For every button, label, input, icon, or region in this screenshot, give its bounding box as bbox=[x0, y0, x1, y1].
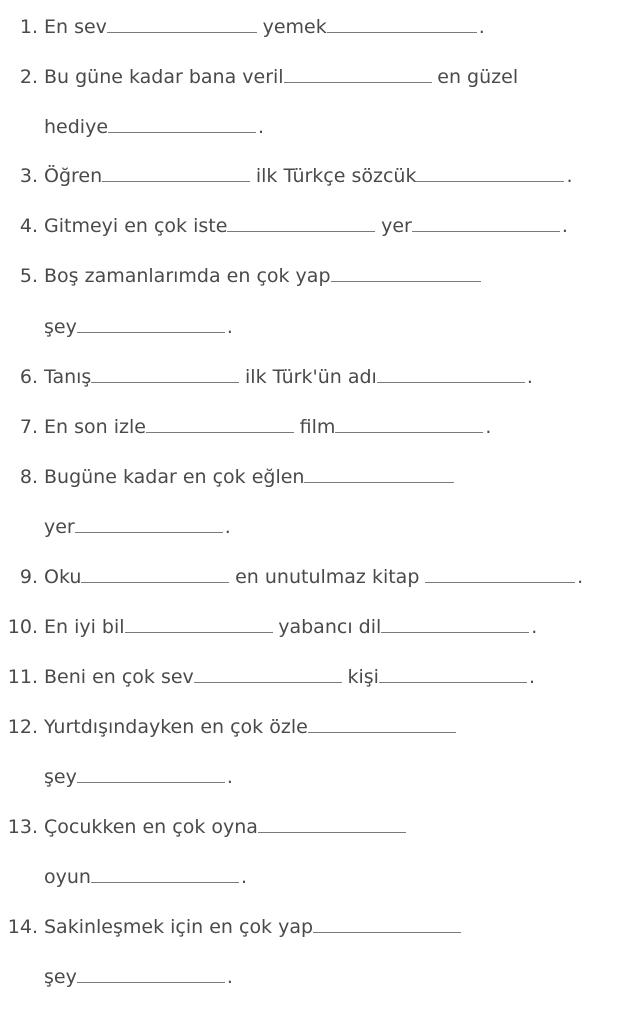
sentence-period: . bbox=[258, 116, 265, 138]
item-1-line-1 bbox=[0, 18, 485, 37]
item-3-line-1 bbox=[0, 167, 573, 186]
answer-blank[interactable] bbox=[313, 932, 461, 933]
item-number: 14. bbox=[7, 916, 38, 938]
sentence-period: . bbox=[226, 316, 233, 338]
prompt-text: Oku bbox=[44, 566, 82, 588]
prompt-text: yer bbox=[44, 516, 75, 538]
answer-blank[interactable] bbox=[91, 882, 239, 883]
prompt-text: oyun bbox=[44, 866, 91, 888]
item-number: 8. bbox=[19, 466, 38, 488]
answer-blank[interactable] bbox=[335, 432, 483, 433]
item-8-line-1 bbox=[0, 468, 454, 487]
item-number: 11. bbox=[7, 666, 38, 688]
prompt-text: yer bbox=[381, 215, 412, 237]
sentence-period: . bbox=[224, 516, 231, 538]
sentence-period: . bbox=[226, 766, 233, 788]
sentence-period: . bbox=[531, 616, 538, 638]
answer-blank[interactable] bbox=[377, 382, 525, 383]
answer-blank[interactable] bbox=[107, 32, 257, 33]
prompt-text: Çocukken en çok oyna bbox=[44, 816, 258, 838]
item-11-line-1 bbox=[0, 668, 535, 687]
answer-blank[interactable] bbox=[284, 82, 432, 83]
answer-blank[interactable] bbox=[381, 632, 529, 633]
prompt-text: En son izle bbox=[44, 416, 146, 438]
prompt-text: En sev bbox=[44, 16, 107, 38]
answer-blank[interactable] bbox=[304, 482, 454, 483]
sentence-period: . bbox=[226, 966, 233, 988]
item-13-line-1 bbox=[0, 818, 406, 837]
prompt-text: Bu güne kadar bana veril bbox=[44, 66, 284, 88]
answer-blank[interactable] bbox=[412, 231, 560, 232]
prompt-text: Boş zamanlarımda en çok yap bbox=[44, 265, 331, 287]
item-2-line-1 bbox=[0, 68, 518, 87]
prompt-text: Bugüne kadar en çok eğlen bbox=[44, 466, 305, 488]
item-number: 10. bbox=[7, 616, 38, 638]
item-4-line-1 bbox=[0, 217, 568, 236]
answer-blank[interactable] bbox=[425, 582, 575, 583]
prompt-text: yabancı dil bbox=[278, 616, 382, 638]
prompt-text: Yurtdışındayken en çok özle bbox=[44, 716, 308, 738]
answer-blank[interactable] bbox=[81, 582, 229, 583]
item-13-line-2 bbox=[0, 868, 247, 887]
answer-blank[interactable] bbox=[75, 532, 223, 533]
item-number: 7. bbox=[19, 416, 38, 438]
prompt-text: Sakinleşmek için en çok yap bbox=[44, 916, 314, 938]
item-number: 5. bbox=[19, 265, 38, 287]
item-number: 6. bbox=[19, 366, 38, 388]
answer-blank[interactable] bbox=[146, 432, 294, 433]
item-5-line-1 bbox=[0, 267, 481, 286]
sentence-period: . bbox=[528, 666, 536, 688]
prompt-text: en güzel bbox=[437, 66, 519, 88]
answer-blank[interactable] bbox=[227, 231, 375, 232]
item-number: 1. bbox=[19, 16, 38, 38]
answer-blank[interactable] bbox=[379, 682, 527, 683]
sentence-period: . bbox=[240, 866, 247, 888]
item-number: 3. bbox=[19, 165, 38, 187]
item-2-line-2 bbox=[0, 118, 264, 137]
prompt-text: en unutulmaz kitap bbox=[235, 566, 420, 588]
item-number: 2. bbox=[19, 66, 38, 88]
answer-blank[interactable] bbox=[416, 181, 564, 182]
prompt-text: Öğren bbox=[44, 165, 103, 187]
item-14-line-1 bbox=[0, 918, 461, 937]
answer-blank[interactable] bbox=[194, 682, 342, 683]
item-7-line-1 bbox=[0, 418, 491, 437]
prompt-text: hediye bbox=[44, 116, 109, 138]
prompt-text: Tanış bbox=[44, 366, 92, 388]
item-number: 13. bbox=[7, 816, 38, 838]
prompt-text: şey bbox=[44, 966, 77, 988]
item-9-line-1 bbox=[0, 568, 583, 587]
sentence-period: . bbox=[566, 165, 573, 187]
prompt-text: şey bbox=[44, 316, 77, 338]
sentence-period: . bbox=[478, 16, 485, 38]
answer-blank[interactable] bbox=[77, 982, 225, 983]
prompt-text: şey bbox=[44, 766, 77, 788]
item-number: 4. bbox=[19, 215, 38, 237]
answer-blank[interactable] bbox=[77, 332, 225, 333]
item-5-line-2 bbox=[0, 318, 233, 337]
answer-blank[interactable] bbox=[331, 281, 481, 282]
prompt-text: yemek bbox=[262, 16, 327, 38]
sentence-period: . bbox=[561, 215, 568, 237]
answer-blank[interactable] bbox=[327, 32, 477, 33]
prompt-text: ilk Türk'ün adı bbox=[245, 366, 377, 388]
prompt-text: film bbox=[299, 416, 336, 438]
prompt-text: Beni en çok sev bbox=[44, 666, 194, 688]
item-12-line-1 bbox=[0, 718, 456, 737]
answer-blank[interactable] bbox=[308, 732, 456, 733]
prompt-text: kişi bbox=[347, 666, 379, 688]
sentence-period: . bbox=[526, 366, 533, 388]
item-10-line-1 bbox=[0, 618, 537, 637]
item-12-line-2 bbox=[0, 768, 233, 787]
prompt-text: ilk Türkçe sözcük bbox=[255, 165, 417, 187]
prompt-text: En iyi bil bbox=[44, 616, 125, 638]
answer-blank[interactable] bbox=[102, 181, 250, 182]
item-number: 12. bbox=[7, 716, 38, 738]
prompt-text: Gitmeyi en çok iste bbox=[44, 215, 228, 237]
item-14-line-2 bbox=[0, 968, 233, 987]
answer-blank[interactable] bbox=[258, 832, 406, 833]
answer-blank[interactable] bbox=[108, 132, 256, 133]
answer-blank[interactable] bbox=[125, 632, 273, 633]
answer-blank[interactable] bbox=[77, 782, 225, 783]
item-8-line-2 bbox=[0, 518, 231, 537]
sentence-period: . bbox=[485, 416, 492, 438]
item-6-line-1 bbox=[0, 368, 533, 387]
sentence-period: . bbox=[577, 566, 584, 588]
answer-blank[interactable] bbox=[91, 382, 239, 383]
item-number: 9. bbox=[19, 566, 38, 588]
